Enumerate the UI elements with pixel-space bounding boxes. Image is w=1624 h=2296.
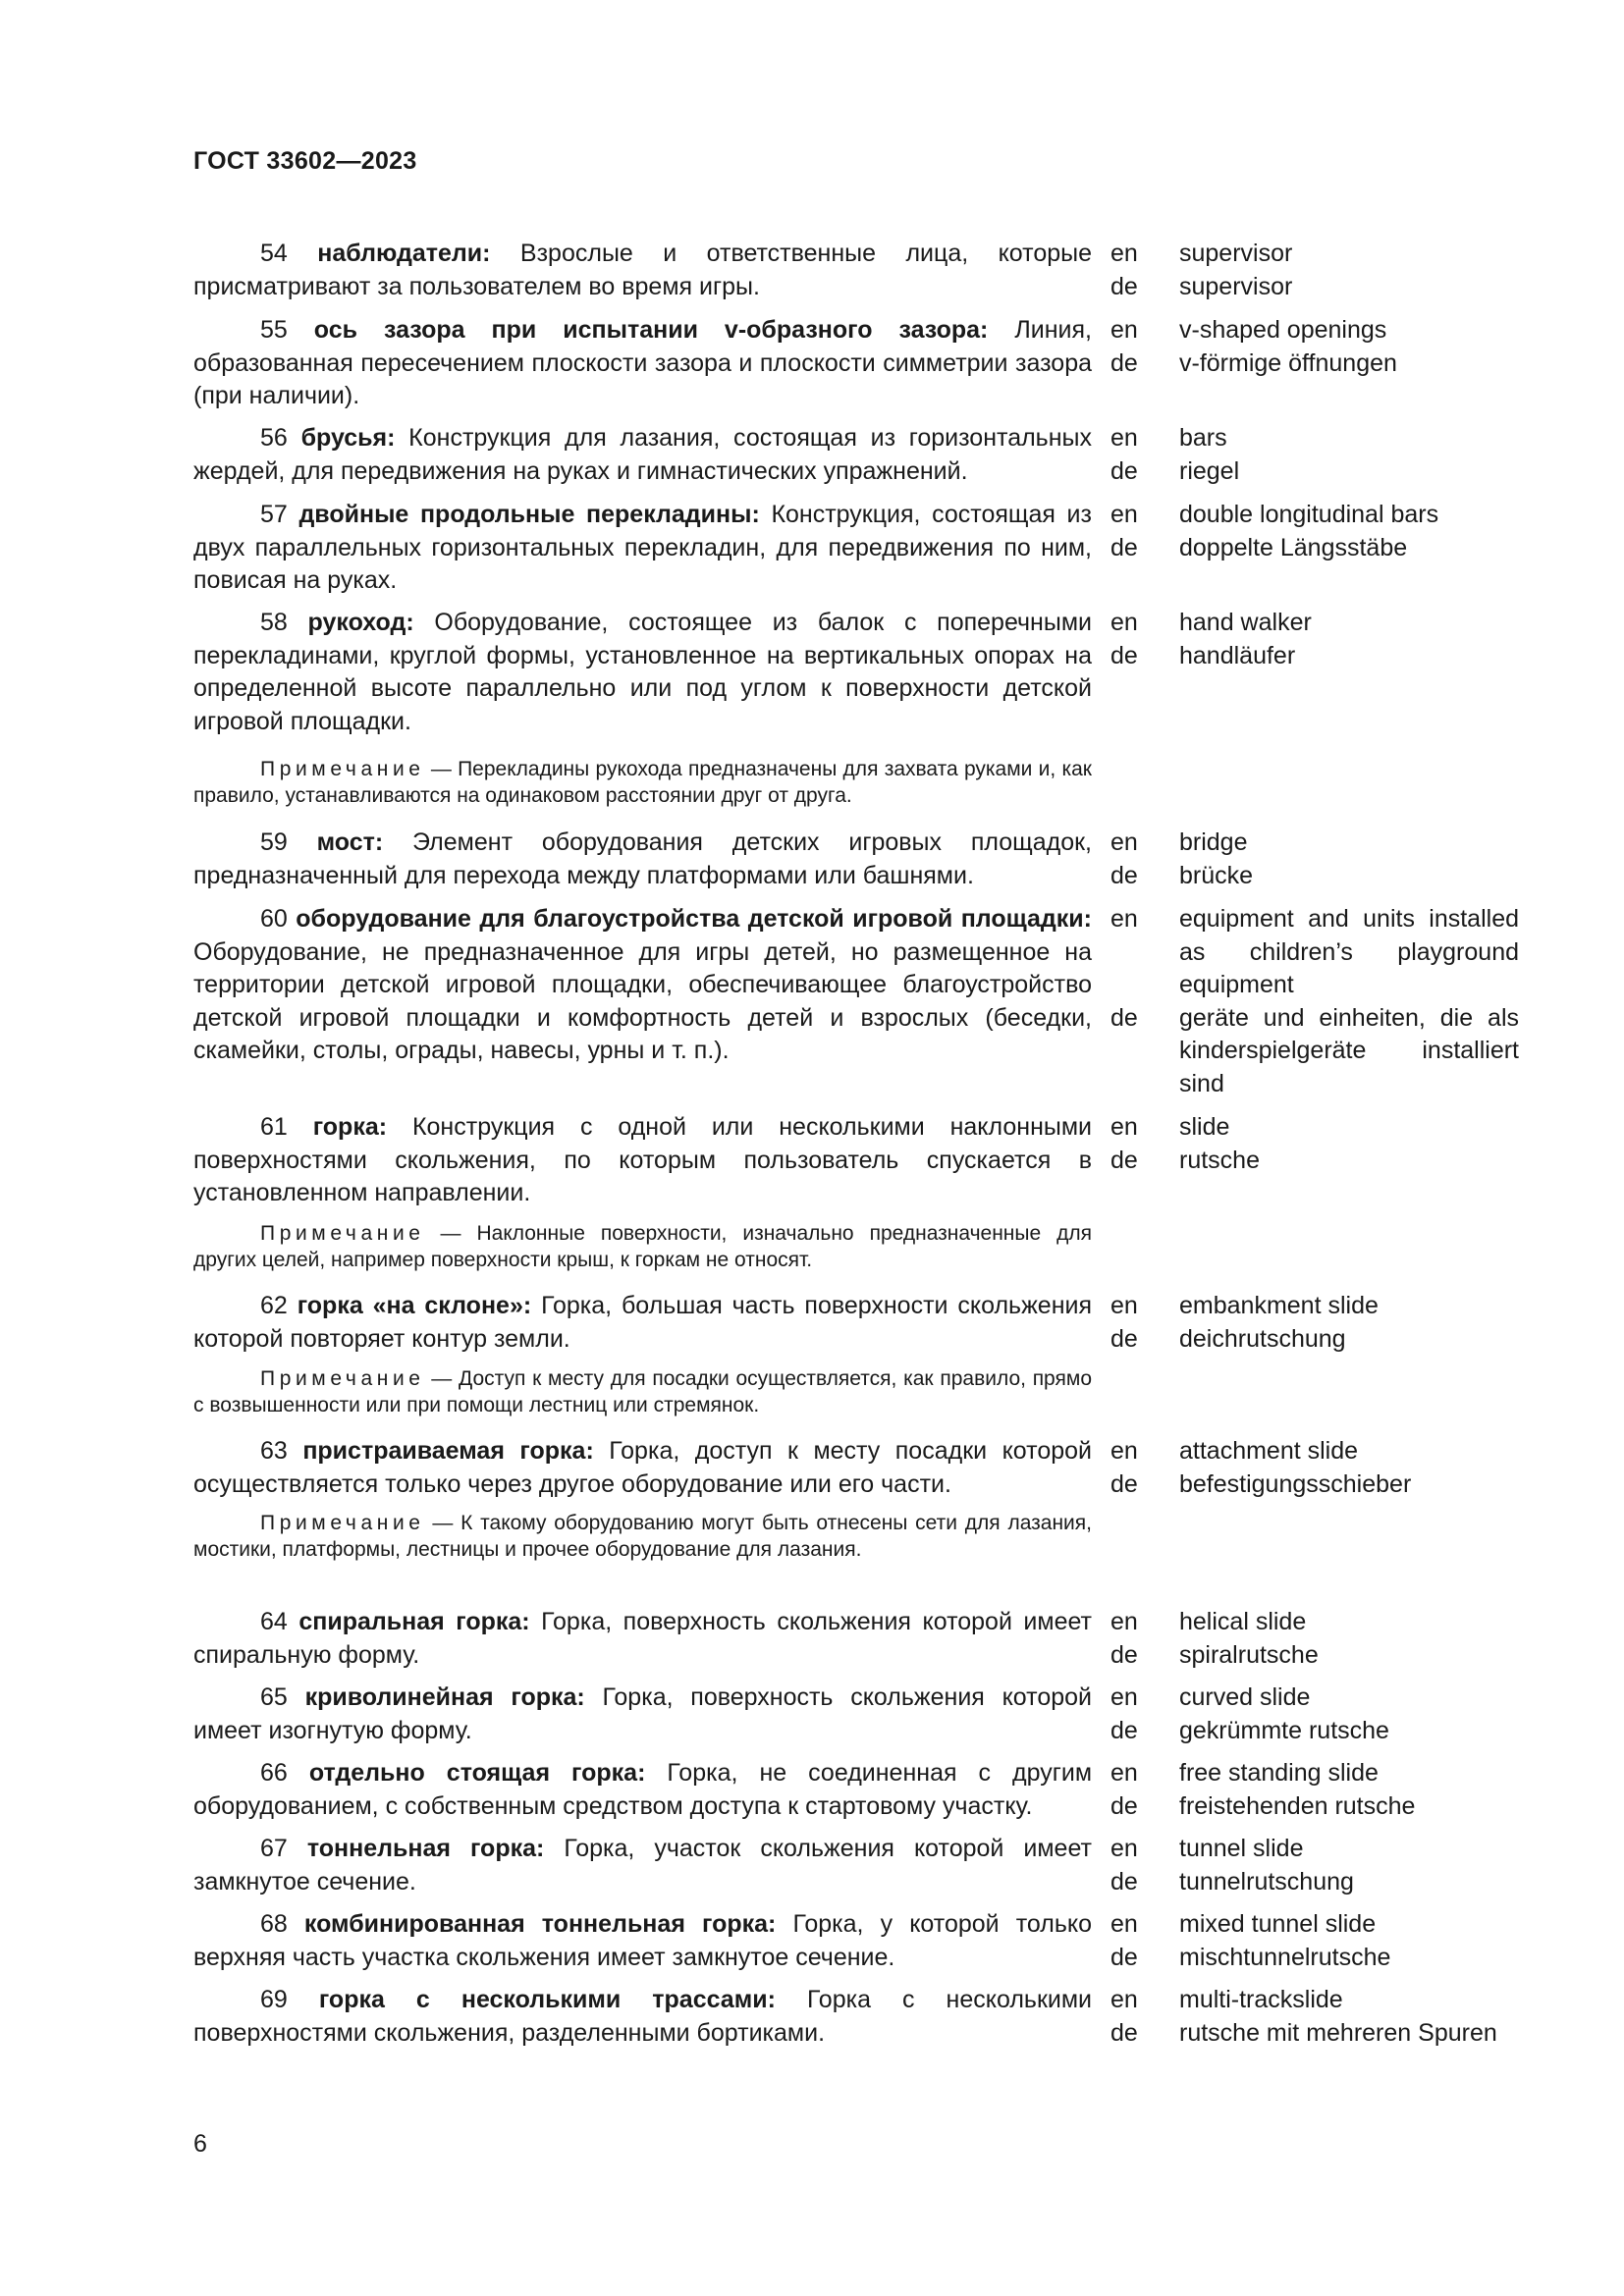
term-de: mischtunnelrutsche <box>1179 1943 1391 1971</box>
note-label: Примечание <box>260 1512 425 1534</box>
term-de: v-förmige öffnungen <box>1179 348 1397 377</box>
term-name: тоннельная горка: <box>306 1835 545 1862</box>
term-name: двойные продольные перекладины: <box>298 501 760 528</box>
note-text: Примечание — Перекладины рукохода предназначены для захвата руками и, как правило, устанавливаются на одинаковом расстоянии друг от друга. <box>193 758 1092 807</box>
entry-text: 63 пристраиваемая горка: Горка, доступ к месту посадки которой осуществляется только через другое оборудование или его части. <box>193 1437 1093 1498</box>
entry-text: 56 брусья: Конструкция для лазания, состоящая из горизонтальных жердей, для передвижения на руках и гимнастических упражнений. <box>193 424 1092 485</box>
entry-text: 57 двойные продольные перекладины: Конструкция, состоящая из двух параллельных горизонтальных перекладин, для передвижения по ним, повисая на руках. <box>193 501 1092 594</box>
term-name: горка: <box>312 1113 388 1141</box>
term-name: горка с несколькими трассами: <box>318 1986 776 2013</box>
entry-text: 54 наблюдатели: Взрослые и ответственные лица, которые присматривают за пользователем во время игры. <box>193 240 1093 300</box>
term-de: brücke <box>1179 861 1254 889</box>
entry-text: 65 криволинейная горка: Горка, поверхность скольжения которой имеет изогнутую форму. <box>193 1683 1093 1744</box>
term-en: tunnel slide <box>1179 1835 1304 1862</box>
term-en: bars <box>1179 424 1227 452</box>
term-name: пристраиваемая горка: <box>302 1437 594 1465</box>
entry-text: 66 отдельно стоящая горка: Горка, не соединенная с другим оборудованием, с собственным средством доступа к стартовому участку. <box>193 1759 1093 1820</box>
term-en: slide <box>1179 1113 1230 1141</box>
entry-text: 64 спиральная горка: Горка, поверхность скольжения которой имеет спиральную форму. <box>193 1608 1093 1669</box>
term-en: double longitudinal bars <box>1179 501 1439 528</box>
term-de: tunnelrutschung <box>1179 1867 1354 1896</box>
term-en: v-shaped openings <box>1179 316 1387 344</box>
term-name: отдельно стоящая горка: <box>308 1759 646 1787</box>
note-label: Примечание <box>260 1367 425 1390</box>
term-name: криволинейная горка: <box>304 1683 585 1711</box>
page-number: 6 <box>193 2130 207 2158</box>
entry-text: 68 комбинированная тоннельная горка: Горка, у которой только верхняя часть участка скольжения имеет замкнутое сечение. <box>193 1910 1092 1971</box>
note-label: Примечание <box>260 758 425 780</box>
term-de: supervisor <box>1179 272 1293 300</box>
note-text: Примечание — Доступ к месту для посадки осуществляется, как правило, прямо с возвышенности или при помощи лестниц или стремянок. <box>193 1367 1092 1416</box>
entry-text: 59 мост: Элемент оборудования детских игровых площадок, предназначенный для перехода между платформами или башнями. <box>193 828 1092 889</box>
term-name: рукоход: <box>307 609 414 636</box>
term-de: rutsche <box>1179 1146 1260 1174</box>
entry-text: 55 ось зазора при испытании v-образного зазора: Линия, образованная пересечением плоскости зазора и плоскости симметрии зазора (при наличии). <box>193 316 1092 409</box>
term-de: doppelte Längsstäbe <box>1179 533 1408 561</box>
entry-text: 69 горка с несколькими трассами: Горка с несколькими поверхностями скольжения, разделенными бортиками. <box>193 1986 1093 2047</box>
term-en: embankment slide <box>1179 1292 1379 1319</box>
entry-text: 62 горка «на склоне»: Горка, большая часть поверхности скольжения которой повторяет контур земли. <box>193 1292 1092 1353</box>
term-en: bridge <box>1179 828 1248 856</box>
term-name: спиральная горка: <box>298 1608 530 1635</box>
term-name: брусья: <box>300 424 396 452</box>
term-de: spiralrutsche <box>1179 1640 1319 1669</box>
term-de: befestigungsschieber <box>1179 1469 1412 1498</box>
term-de: rutsche mit mehreren Spuren <box>1179 2018 1497 2047</box>
term-name: ось зазора при испытании v-образного зазора: <box>313 316 989 344</box>
term-en: equipment and units installed as children’s playground equipment <box>1179 905 1519 998</box>
term-en: curved slide <box>1179 1683 1311 1711</box>
term-name: оборудование для благоустройства детской игровой площадки: <box>296 905 1092 933</box>
term-de: geräte und einheiten, die als kinderspielgeräte installiert sind <box>1179 1003 1519 1097</box>
entry-text: 61 горка: Конструкция с одной или несколькими наклонными поверхностями скольжения, по которым пользователь спускается в установленном направлении. <box>193 1113 1092 1206</box>
note-text: Примечание — К такому оборудованию могут быть отнесены сети для лазания, мостики, платформы, лестницы и прочее оборудование для лазания. <box>193 1512 1092 1561</box>
term-de: freistehenden rutsche <box>1179 1791 1416 1820</box>
term-en: attachment slide <box>1179 1437 1359 1465</box>
term-name: комбинированная тоннельная горка: <box>303 1910 777 1938</box>
term-en: helical slide <box>1179 1608 1307 1635</box>
term-name: наблюдатели: <box>317 240 491 267</box>
note-text: Примечание — Наклонные поверхности, изначально предназначенные для других целей, например поверхности крыш, к горкам не относят. <box>193 1222 1092 1271</box>
term-name: горка «на склоне»: <box>297 1292 532 1319</box>
term-de: deichrutschung <box>1179 1324 1346 1353</box>
note-label: Примечание <box>260 1222 425 1245</box>
entry-text: 58 рукоход: Оборудование, состоящее из балок с поперечными перекладинами, круглой формы, установленное на вертикальных опорах на определенной высоте параллельно или под углом к поверхности детской игровой площадки. <box>193 609 1092 735</box>
term-en: free standing slide <box>1179 1759 1379 1787</box>
term-en: supervisor <box>1179 240 1293 267</box>
term-en: mixed tunnel slide <box>1179 1910 1377 1938</box>
term-name: мост: <box>316 828 384 856</box>
term-de: riegel <box>1179 456 1240 485</box>
term-en: multi-trackslide <box>1179 1986 1343 2013</box>
entry-text: 67 тоннельная горка: Горка, участок скольжения которой имеет замкнутое сечение. <box>193 1835 1092 1896</box>
term-en: hand walker <box>1179 609 1312 636</box>
term-de: gekrümmte rutsche <box>1179 1716 1389 1744</box>
document-header: ГОСТ 33602—2023 <box>193 147 417 175</box>
term-de: handläufer <box>1179 641 1296 669</box>
entry-text: 60 оборудование для благоустройства детской игровой площадки: Оборудование, не предназначенное для игры детей, но размещенное на территории детской игровой площадки, обеспечивающее благоустройство детской игровой площадки и комфортность детей и взрослых (беседки, скамейки, столы, ограды, навесы, урны и т. п.). <box>193 905 1092 1064</box>
